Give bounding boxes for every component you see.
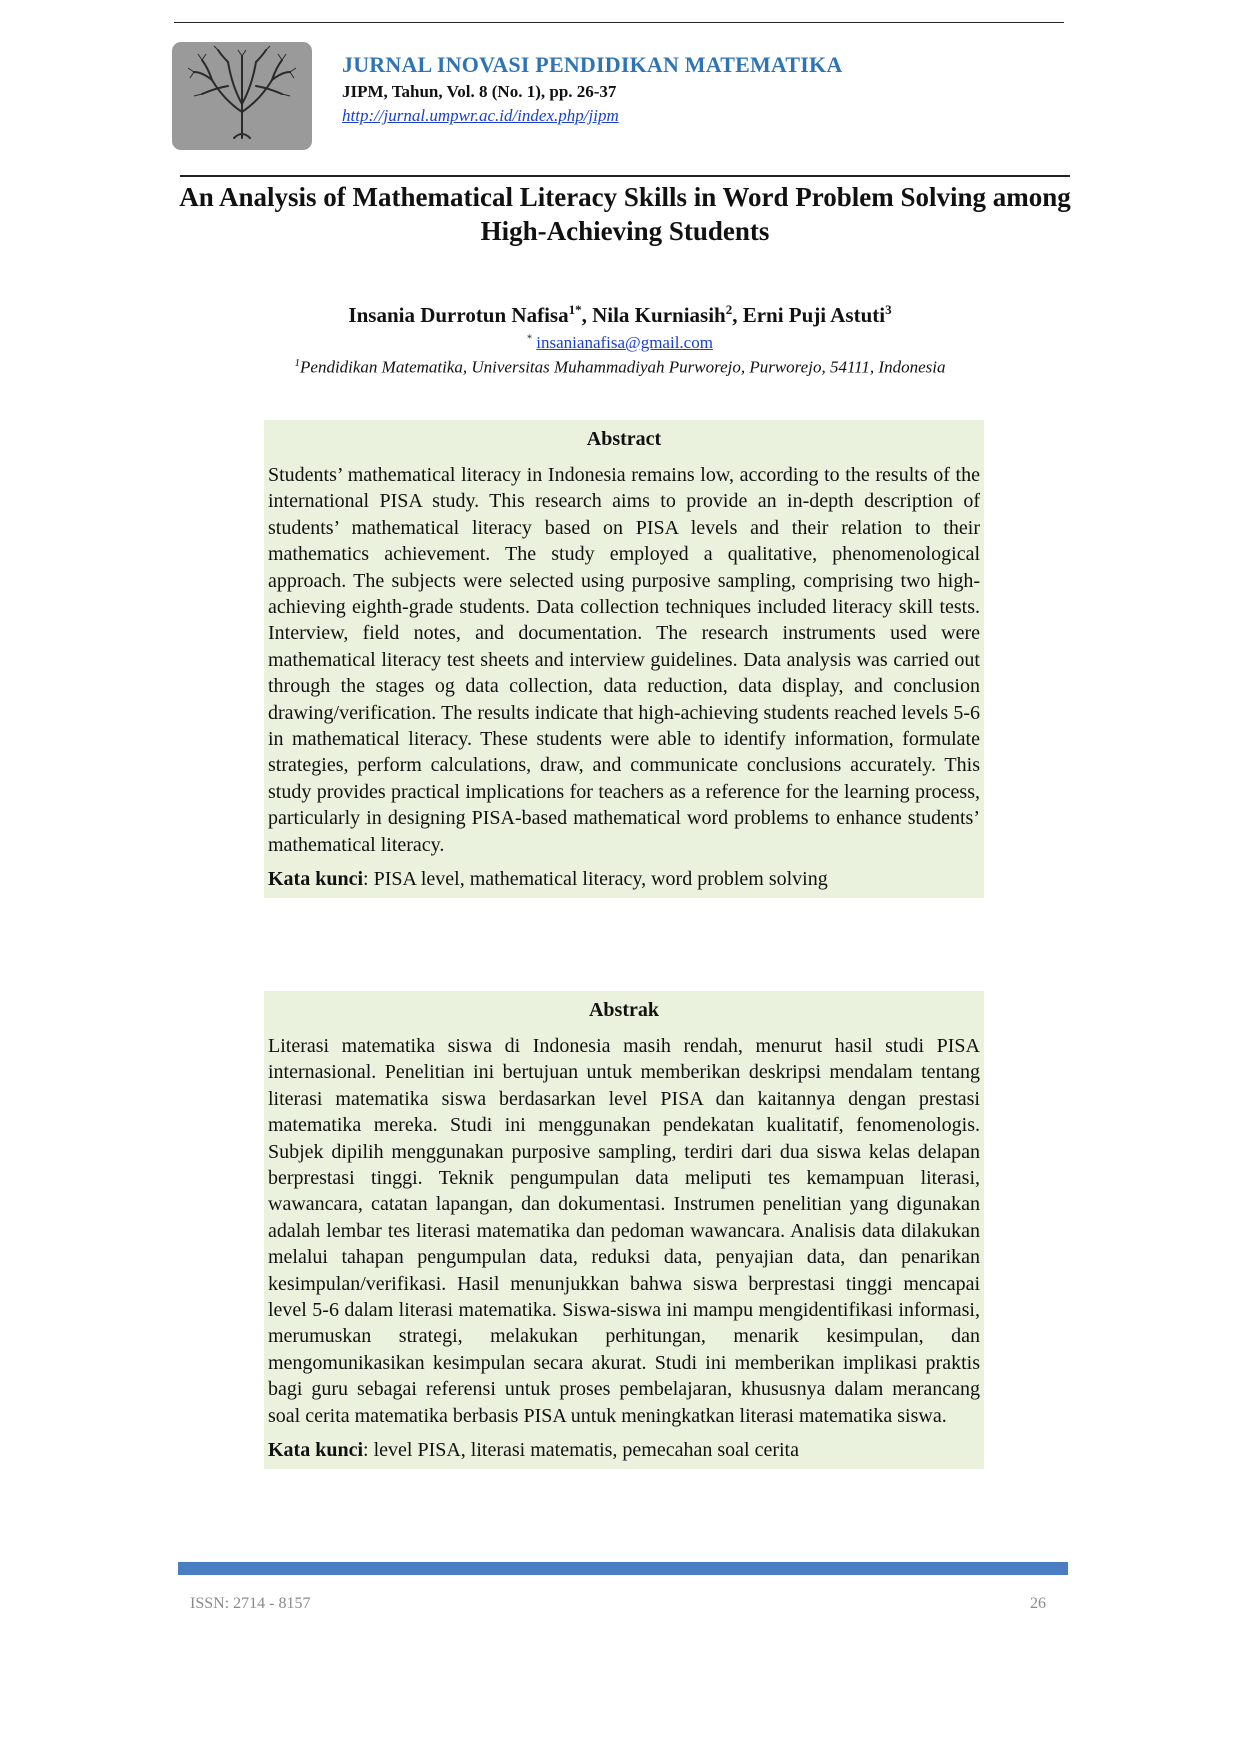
kata-kunci-label: Kata kunci: [268, 1439, 364, 1462]
footer-bar: [178, 1562, 1068, 1575]
tree-logo-icon: [172, 42, 312, 150]
abstract-indonesian-box: [264, 991, 984, 1469]
kata-kunci: [268, 1437, 980, 1463]
author-name: Erni Puji Astuti: [742, 303, 886, 327]
affiliation-text: Pendidikan Matematika, Universitas Muhammadiyah Purworejo, Purworejo, 54111, Indonesia: [300, 357, 946, 377]
abstract-english-box: [264, 420, 984, 898]
title-rule: [180, 175, 1070, 177]
journal-volume-info: JIPM, Tahun, Vol. 8 (No. 1), pp. 26-37: [342, 82, 617, 101]
author-name: Insania Durrotun Nafisa: [348, 303, 569, 327]
journal-url-link[interactable]: http://jurnal.umpwr.ac.id/index.php/jipm: [342, 106, 619, 125]
abstract-body: Students’ mathematical literacy in Indonesia remains low, according to the results of the international PISA study. This research aims to provide an in-depth description of students’ mathematical literacy based on PISA levels and their relation to their mathematics achievement. The study employed a qualitative, phenomenological approach. The subjects were selected using purposive sampling, comprising two high-achieving eighth-grade students. Data collection techniques included literacy skill tests. Interview, field notes, and documentation. The research instruments used were mathematical literacy test sheets and interview guidelines. Data analysis was carried out through the stages og data collection, data reduction, data display, and conclusion drawing/verification. The results indicate that high-achieving students reached levels 5-6 in mathematical literacy. These students were able to identify information, formulate strategies, perform calculations, draw, and communicate conclusions accurately. This study provides practical implications for teachers as a reference for the learning process, particularly in designing PISA-based mathematical word problems to enhance students’ mathematical literacy.: [268, 464, 980, 856]
affiliation-mark: 1: [294, 357, 301, 369]
paper-title: An Analysis of Mathematical Literacy Skills in Word Problem Solving among High-Achieving Students: [179, 182, 1071, 246]
author-name: Nila Kurniasih: [592, 303, 726, 327]
author-list: Insania Durrotun Nafisa$^{1*}$, Nila Kurniasih$^2$, Erni Puji Astuti$^3$: [348, 302, 892, 327]
header-top-rule: [174, 22, 1064, 23]
affiliation: [0, 357, 1240, 378]
corresponding-email: [0, 333, 1240, 353]
author-superscript: 2: [725, 302, 733, 317]
keywords-text: : PISA level, mathematical literacy, word problem solving: [363, 868, 828, 891]
keywords: [268, 866, 980, 892]
journal-name: JURNAL INOVASI PENDIDIKAN MATEMATIKA: [342, 52, 843, 77]
kata-kunci-text: : level PISA, literasi matematis, pemecahan soal cerita: [363, 1439, 799, 1462]
email-mark: *: [527, 333, 533, 345]
email-link[interactable]: insanianafisa@gmail.com: [536, 333, 713, 352]
author-superscript: 3: [885, 302, 892, 317]
author-superscript: 1*: [568, 302, 582, 317]
keywords-label: Kata kunci: [268, 868, 364, 891]
abstract-heading: Abstract: [586, 428, 662, 450]
abstrak-body: Literasi matematika siswa di Indonesia masih rendah, menurut hasil studi PISA internasional. Penelitian ini bertujuan untuk memberikan deskripsi mendalam tentang literasi matematika siswa berdasarkan level PISA dan kaitannya dengan prestasi matematika mereka. Studi ini menggunakan pendekatan kualitatif, fenomenologis. Subjek dipilih menggunakan purposive sampling, terdiri dari dua siswa kelas delapan berprestasi tinggi. Teknik pengumpulan data meliputi tes kemampuan literasi, wawancara, catatan lapangan, dan dokumentasi. Instrumen penelitian yang digunakan adalah lembar tes literasi matematika dan pedoman wawancara. Analisis data dilakukan melalui tahapan pengumpulan data, reduksi data, penyajian data, dan penarikan kesimpulan/verifikasi. Hasil menunjukkan bahwa siswa berprestasi tinggi mencapai level 5-6 dalam literasi matematika. Siswa-siswa ini mampu mengidentifikasi informasi, merumuskan strategi, melakukan perhitungan, menarik kesimpulan, dan mengomunikasikan kesimpulan secara akurat. Studi ini memberikan implikasi praktis bagi guru sebagai referensi untuk proses pembelajaran, khususnya dalam merancang soal cerita matematika berbasis PISA untuk meningkatkan literasi matematika siswa.: [268, 1035, 980, 1427]
issn: ISSN: 2714 - 8157: [190, 1595, 311, 1612]
page-number: 26: [1030, 1595, 1046, 1612]
abstrak-heading: Abstrak: [588, 999, 659, 1021]
